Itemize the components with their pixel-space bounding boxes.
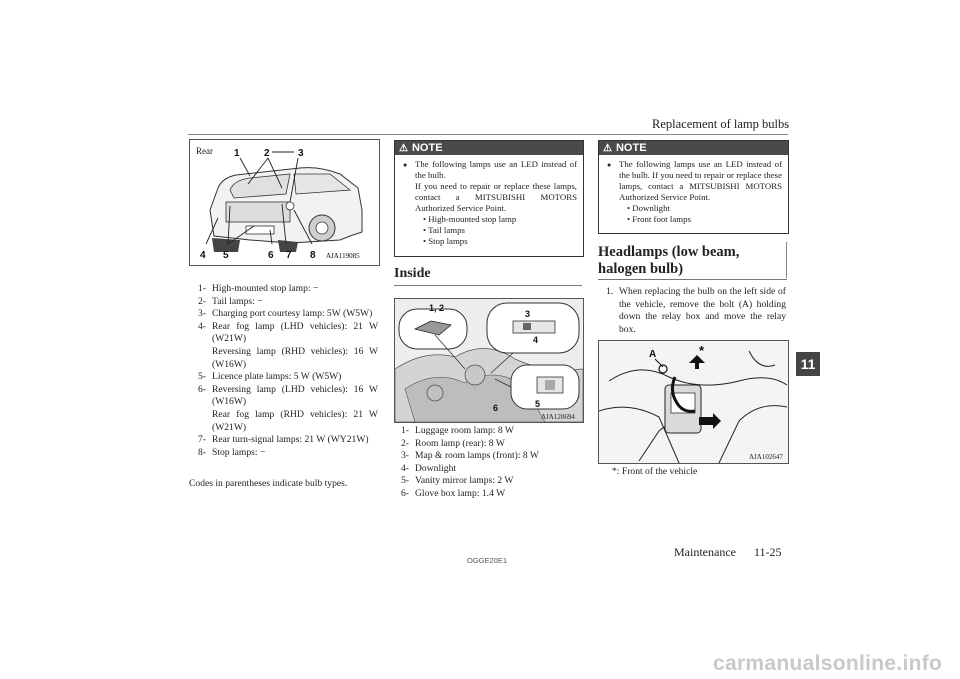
bullet-icon: ● xyxy=(607,161,612,169)
step-text: When replacing the bulb on the left side of the vehicle, remove the bolt (A) holding down the relay box and move the relay box. xyxy=(619,286,786,335)
callout-6: 6 xyxy=(268,250,274,261)
note-text: If you need to repair or replace these lamps, contact a MITSUBISHI MOTORS Authorized Service Point. xyxy=(415,181,577,213)
note-box-led-rear xyxy=(394,140,584,257)
bullet-icon: ● xyxy=(403,161,408,169)
callout-star: * xyxy=(699,343,705,358)
list-item: 4- Downlight xyxy=(401,462,457,474)
warning-triangle-icon: ⚠ xyxy=(603,142,612,154)
watermark: carmanualsonline.info xyxy=(713,652,943,675)
callout-7: 7 xyxy=(286,250,292,261)
footer-section: Maintenance xyxy=(674,545,736,559)
callout-1: 1 xyxy=(234,148,240,159)
section-rule-vertical xyxy=(786,242,787,278)
running-header-title: Replacement of lamp bulbs xyxy=(652,117,790,131)
callout-5: 5 xyxy=(223,250,229,261)
list-item: 3- Charging port courtesy lamp: 5W (W5W) xyxy=(198,308,373,320)
callout-6: 6 xyxy=(493,403,499,413)
step-number: 1. xyxy=(606,286,614,297)
chapter-tab: 11 xyxy=(796,352,820,376)
figure-id: AJA102647 xyxy=(749,453,783,461)
codes-note: Codes in parentheses indicate bulb types. xyxy=(189,478,348,489)
list-item: 7- Rear turn-signal lamps: 21 W (WY21W) xyxy=(198,434,369,446)
rear-vehicle-illustration xyxy=(190,140,379,265)
section-heading-inside: Inside xyxy=(394,266,431,281)
list-item: 1- Luggage room lamp: 8 W xyxy=(401,425,514,436)
list-item: Rear fog lamp (RHD vehicles): 21 W (W21W) xyxy=(212,408,378,433)
note-subitem: • Front foot lamps xyxy=(627,214,691,224)
inside-lamp-list xyxy=(401,425,581,501)
note-subitem: • Tail lamps xyxy=(423,225,465,235)
list-item: 4- Rear fog lamp (LHD vehicles): 21 W (W21W) xyxy=(198,320,378,345)
callout-4: 4 xyxy=(533,335,539,345)
section-rule xyxy=(598,279,787,280)
callout-a: A xyxy=(649,349,657,360)
list-item: 3- Map & room lamps (front): 8 W xyxy=(401,450,539,462)
list-item: 2- Tail lamps: − xyxy=(198,295,263,307)
rear-lamps-figure xyxy=(189,139,380,266)
figure-caption: *: Front of the vehicle xyxy=(612,466,698,477)
procedure-step xyxy=(606,286,786,336)
note-text: The following lamps use an LED instead of the bulb. xyxy=(415,159,577,180)
section-rule xyxy=(394,285,582,286)
section-heading-headlamps: Headlamps (low beam, halogen bulb) xyxy=(598,244,740,277)
list-item: 6- Reversing lamp (LHD vehicles): 16 W (W16W) xyxy=(198,383,378,408)
callout-2: 2 xyxy=(264,148,270,159)
callout-8: 8 xyxy=(310,250,316,261)
note-text: The following lamps use an LED instead of the bulb. If you need to repair or replace these lamps, contact a MITSUBISHI MOTORS Authorized Service Point. xyxy=(619,159,782,202)
document-code: OGGE20E1 xyxy=(467,556,508,565)
callout-4: 4 xyxy=(200,250,206,261)
list-item: 2- Room lamp (rear): 8 W xyxy=(401,437,505,449)
list-item: 5- Licence plate lamps: 5 W (W5W) xyxy=(198,371,342,383)
list-item: 8- Stop lamps: − xyxy=(198,446,266,458)
list-item: 5- Vanity mirror lamps: 2 W xyxy=(401,475,514,487)
warning-triangle-icon: ⚠ xyxy=(399,142,408,154)
callout-1-2: 1, 2 xyxy=(429,303,445,313)
list-item: Reversing lamp (RHD vehicles): 16 W (W16W) xyxy=(212,345,378,370)
note-box-led-inside xyxy=(598,140,789,234)
rear-lamp-list xyxy=(198,283,378,459)
list-item: 1- High-mounted stop lamp: − xyxy=(198,283,319,294)
page-number: 11-25 xyxy=(754,545,782,559)
callout-3: 3 xyxy=(525,309,531,319)
headlamp-figure xyxy=(598,340,789,464)
note-subitem: • High-mounted stop lamp xyxy=(423,214,517,224)
figure-label-rear: Rear xyxy=(196,146,213,156)
callout-5: 5 xyxy=(535,399,541,409)
inside-lamps-figure xyxy=(394,298,584,423)
note-subitem: • Stop lamps xyxy=(423,236,468,246)
list-item: 6- Glove box lamp: 1.4 W xyxy=(401,487,506,499)
note-subitem: • Downlight xyxy=(627,203,670,213)
engine-bay-illustration xyxy=(599,341,788,463)
figure-id: AJA120694 xyxy=(541,413,575,421)
header-rule xyxy=(188,134,788,135)
note-header: ⚠ NOTE xyxy=(599,141,788,155)
note-header: ⚠ NOTE xyxy=(395,141,583,155)
interior-illustration xyxy=(395,299,583,422)
figure-id: AJA119085 xyxy=(326,252,360,260)
callout-3: 3 xyxy=(298,148,304,159)
